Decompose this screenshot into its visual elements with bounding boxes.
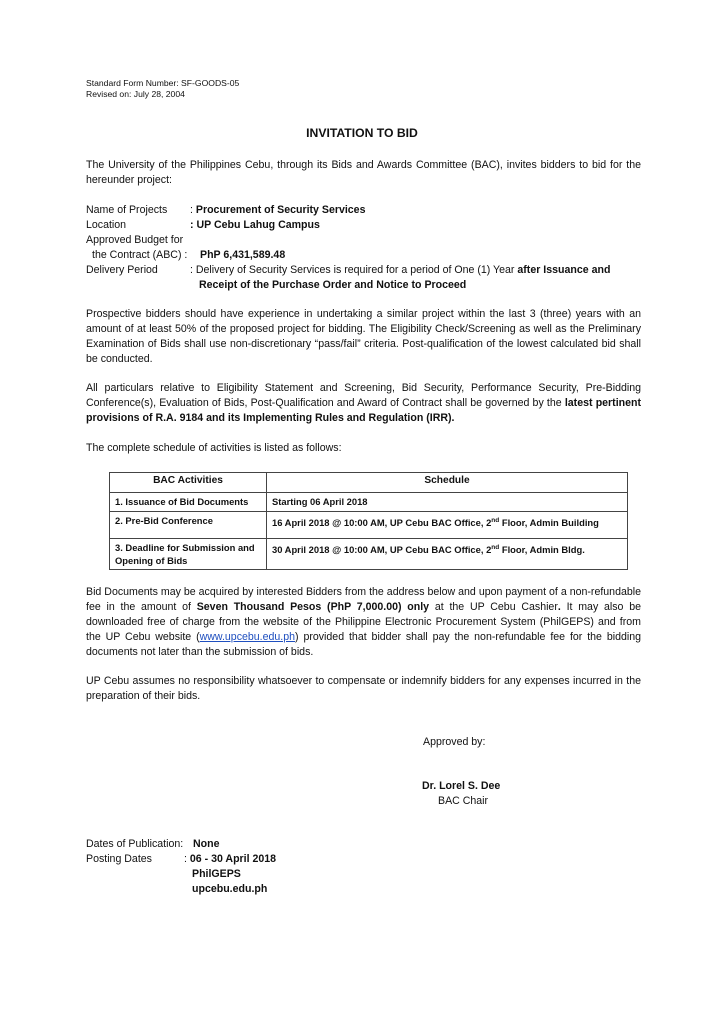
- posting-site-upcebu: upcebu.edu.ph: [192, 883, 268, 895]
- publication-label: Dates of Publication:: [86, 838, 184, 850]
- form-number: Standard Form Number: SF-GOODS-05: [86, 78, 240, 88]
- schedule-header-row: [110, 473, 628, 493]
- documents-paragraph: [86, 585, 641, 660]
- approved-by-label: Approved by:: [423, 736, 486, 748]
- form-header: [86, 78, 239, 100]
- responsibility-paragraph: UP Cebu assumes no responsibility whatsoever to compensate or indemnify bidders for any expenses incurred in the preparation of their bids.: [86, 675, 641, 702]
- posting-value: 06 - 30 April 2018: [189, 853, 277, 865]
- posting-row: Posting Dates : 06 - 30 April 2018 PhilGEPS upcebu.edu.ph: [86, 853, 277, 895]
- schedule-text: 16 April 2018 @ 10:00 AM, UP Cebu BAC Office, 2: [272, 517, 492, 529]
- table-row: [110, 539, 628, 570]
- schedule-table: [109, 472, 628, 570]
- schedule-intro: The complete schedule of activities is listed as follows:: [86, 442, 342, 454]
- project-name-value: Procurement of Security Services: [195, 204, 366, 216]
- schedule-sup: nd: [491, 517, 500, 524]
- approver-name: Dr. Lorel S. Dee: [422, 780, 501, 792]
- delivery-text: Delivery of Security Services is required for a period of One (1) Year: [195, 264, 515, 276]
- delivery-label: Delivery Period: [86, 264, 158, 276]
- schedule-cell: Starting 06 April 2018: [267, 493, 628, 512]
- upcebu-website-link[interactable]: www.upcebu.edu.ph: [199, 631, 296, 643]
- abc-label-line1: Approved Budget for: [86, 234, 184, 246]
- table-row: [110, 493, 628, 512]
- particulars-paragraph: [86, 381, 641, 426]
- location-label: Location: [86, 219, 127, 231]
- table-row: [110, 512, 628, 539]
- posting-label: Posting Dates: [86, 853, 152, 865]
- documents-text: at the UP Cebu Cashier: [429, 601, 558, 613]
- experience-paragraph: Prospective bidders should have experience in undertaking a similar project within the last 3 (three) years with an amount of at least 50% of the proposed project for bidding. The Eligibility Check/Screening as well as the Preliminary Examination of Bids shall use non-discretionary “pass/fail” criteria. Post-qualification of the lowest calculated bid shall be conducted.: [86, 308, 641, 365]
- page-title: INVITATION TO BID: [306, 126, 418, 140]
- particulars-bold: latest pertinent provisions of R.A. 9184 and its Implementing Rules and Regulation (IRR).: [86, 397, 642, 424]
- intro-paragraph: The University of the Philippines Cebu, through its Bids and Awards Committee (BAC), invites bidders to bid for the hereunder project:: [86, 159, 641, 186]
- publication-value: None: [193, 838, 220, 850]
- project-name-label: Name of Projects: [86, 204, 168, 216]
- documents-text: Bid Documents may be acquired by interested Bidders from the address below and upon payment of a non-refundable fee in the amount of: [86, 586, 641, 613]
- particulars-text: All particulars relative to Eligibility Statement and Screening, Bid Security, Performance Security, Pre-Bidding Conference(s), Evaluation of Bids, Post-Qualification and Award of Contract shall be governed by the: [86, 382, 641, 409]
- documents-fee: Seven Thousand Pesos (PhP 7,000.00) only: [196, 601, 430, 613]
- posting-site-philgeps: PhilGEPS: [192, 868, 241, 880]
- documents-text: .: [557, 601, 561, 613]
- abc-label-row: [86, 233, 646, 248]
- schedule-header-schedule: Schedule: [267, 473, 628, 493]
- abc-label-line2: the Contract (ABC) :: [92, 249, 188, 261]
- schedule-cell: [267, 512, 628, 539]
- documents-text: ) provided that bidder shall pay the non-refundable fee for the bidding documents not later than the submission of bids.: [86, 631, 641, 658]
- location-row: Location : UP Cebu Lahug Campus: [86, 219, 320, 231]
- delivery-bold-2: Receipt of the Purchase Order and Notice to Proceed: [199, 279, 467, 291]
- location-value: UP Cebu Lahug Campus: [196, 219, 320, 231]
- schedule-cell: [267, 539, 628, 570]
- abc-value: PhP 6,431,589.48: [200, 249, 286, 261]
- abc-row: [86, 248, 646, 263]
- schedule-text: 30 April 2018 @ 10:00 AM, UP Cebu BAC Office, 2: [272, 544, 492, 556]
- schedule-text: Floor, Admin Building: [499, 517, 599, 529]
- activity-cell: 3. Deadline for Submission and Opening of Bids: [110, 539, 267, 570]
- publication-row: [86, 837, 486, 852]
- form-revised: Revised on: July 28, 2004: [86, 89, 185, 99]
- delivery-row: Delivery Period : Delivery of Security Services is required for a period of One (1) Year after Issuance and Receipt of the Purchase Order and Notice to Proceed: [86, 264, 611, 291]
- delivery-bold-1: after Issuance and: [517, 264, 611, 276]
- schedule-sup: nd: [491, 544, 500, 551]
- activity-cell: 2. Pre-Bid Conference: [110, 512, 267, 539]
- approver-position: BAC Chair: [438, 795, 489, 807]
- project-name-row: Name of Projects : Procurement of Security Services: [86, 204, 366, 216]
- schedule-header-activities: BAC Activities: [110, 473, 267, 493]
- documents-text: It may also be downloaded free of charge from the website of the Philippine Electronic Procurement System (PhilGEPS) and from the UP Cebu website (: [86, 601, 642, 643]
- schedule-text: Floor, Admin Bldg.: [499, 544, 585, 556]
- activity-cell: 1. Issuance of Bid Documents: [110, 493, 267, 512]
